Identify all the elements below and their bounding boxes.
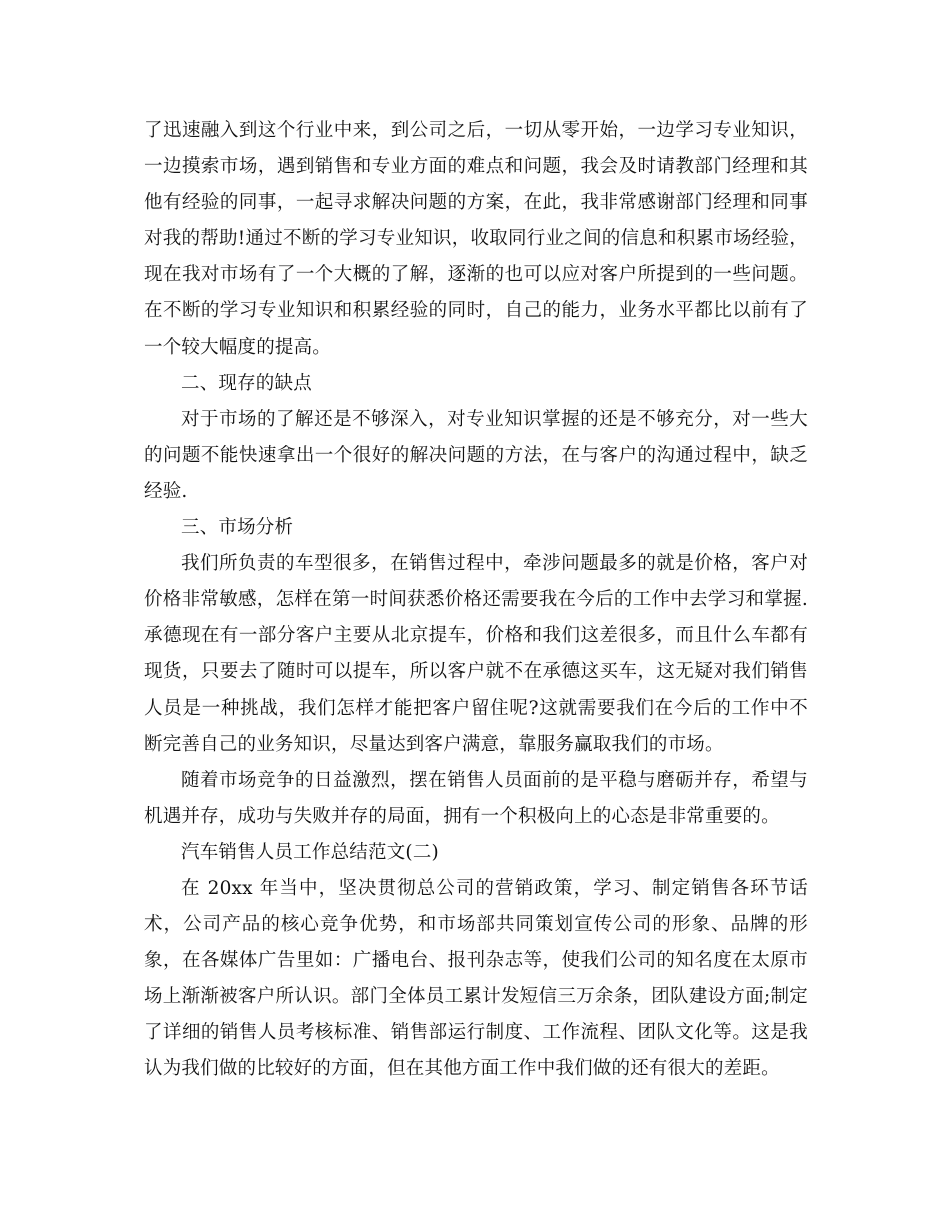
paragraph-sample-two: 在 20xx 年当中，坚决贯彻总公司的营销政策，学习、制定销售各环节话术，公司产品的核心竞争优势，和市场部共同策划宣传公司的形象、品牌的形象，在各媒体广告里如：广播电台、报刊杂志等，使我们公司的知名度在太原市场上渐渐被客户所认识。部门全体员工累计发短信三万余条，团队建设方面;制定了详细的销售人员考核标准、销售部运行制度、工作流程、团队文化等。这是我认为我们做的比较好的方面，但在其他方面工作中我们做的还有很大的差距。 (144, 877, 808, 1080)
document-body (144, 113, 808, 1088)
paragraph-competition: 随着市场竞争的日益激烈，摆在销售人员面前的是平稳与磨砺并存，希望与机遇并存，成功与失败并存的局面，拥有一个积极向上的心态是非常重要的。 (144, 769, 808, 827)
section-heading-market-analysis: 三、市场分析 (181, 517, 294, 539)
section-heading-sample-two: 汽车销售人员工作总结范文(二) (181, 841, 439, 863)
section-heading-shortcomings: 二、现存的缺点 (181, 372, 312, 394)
paragraph-market-analysis: 我们所负责的车型很多，在销售过程中，牵涉问题最多的就是价格，客户对价格非常敏感，怎样在第一时间获悉价格还需要我在今后的工作中去学习和掌握.承德现在有一部分客户主要从北京提车，价格和我们这差很多，而且什么车都有现货，只要去了随时可以提车，所以客户就不在承德这买车，这无疑对我们销售人员是一种挑战，我们怎样才能把客户留住呢?这就需要我们在今后的工作中不断完善自己的业务知识，尽量达到客户满意，靠服务赢取我们的市场。 (144, 553, 808, 755)
paragraph-continued: 了迅速融入到这个行业中来，到公司之后，一切从零开始，一边学习专业知识，一边摸索市场，遇到销售和专业方面的难点和问题，我会及时请教部门经理和其他有经验的同事，一起寻求解决问题的方案，在此，我非常感谢部门经理和同事对我的帮助!通过不断的学习专业知识，收取同行业之间的信息和积累市场经验，现在我对市场有了一个大概的了解，逐渐的也可以应对客户所提到的一些问题。在不断的学习专业知识和积累经验的同时，自己的能力，业务水平都比以前有了一个较大幅度的提高。 (144, 120, 808, 358)
paragraph-shortcomings: 对于市场的了解还是不够深入，对专业知识掌握的还是不够充分，对一些大的问题不能快速拿出一个很好的解决问题的方法，在与客户的沟通过程中，缺乏经验. (144, 408, 808, 502)
